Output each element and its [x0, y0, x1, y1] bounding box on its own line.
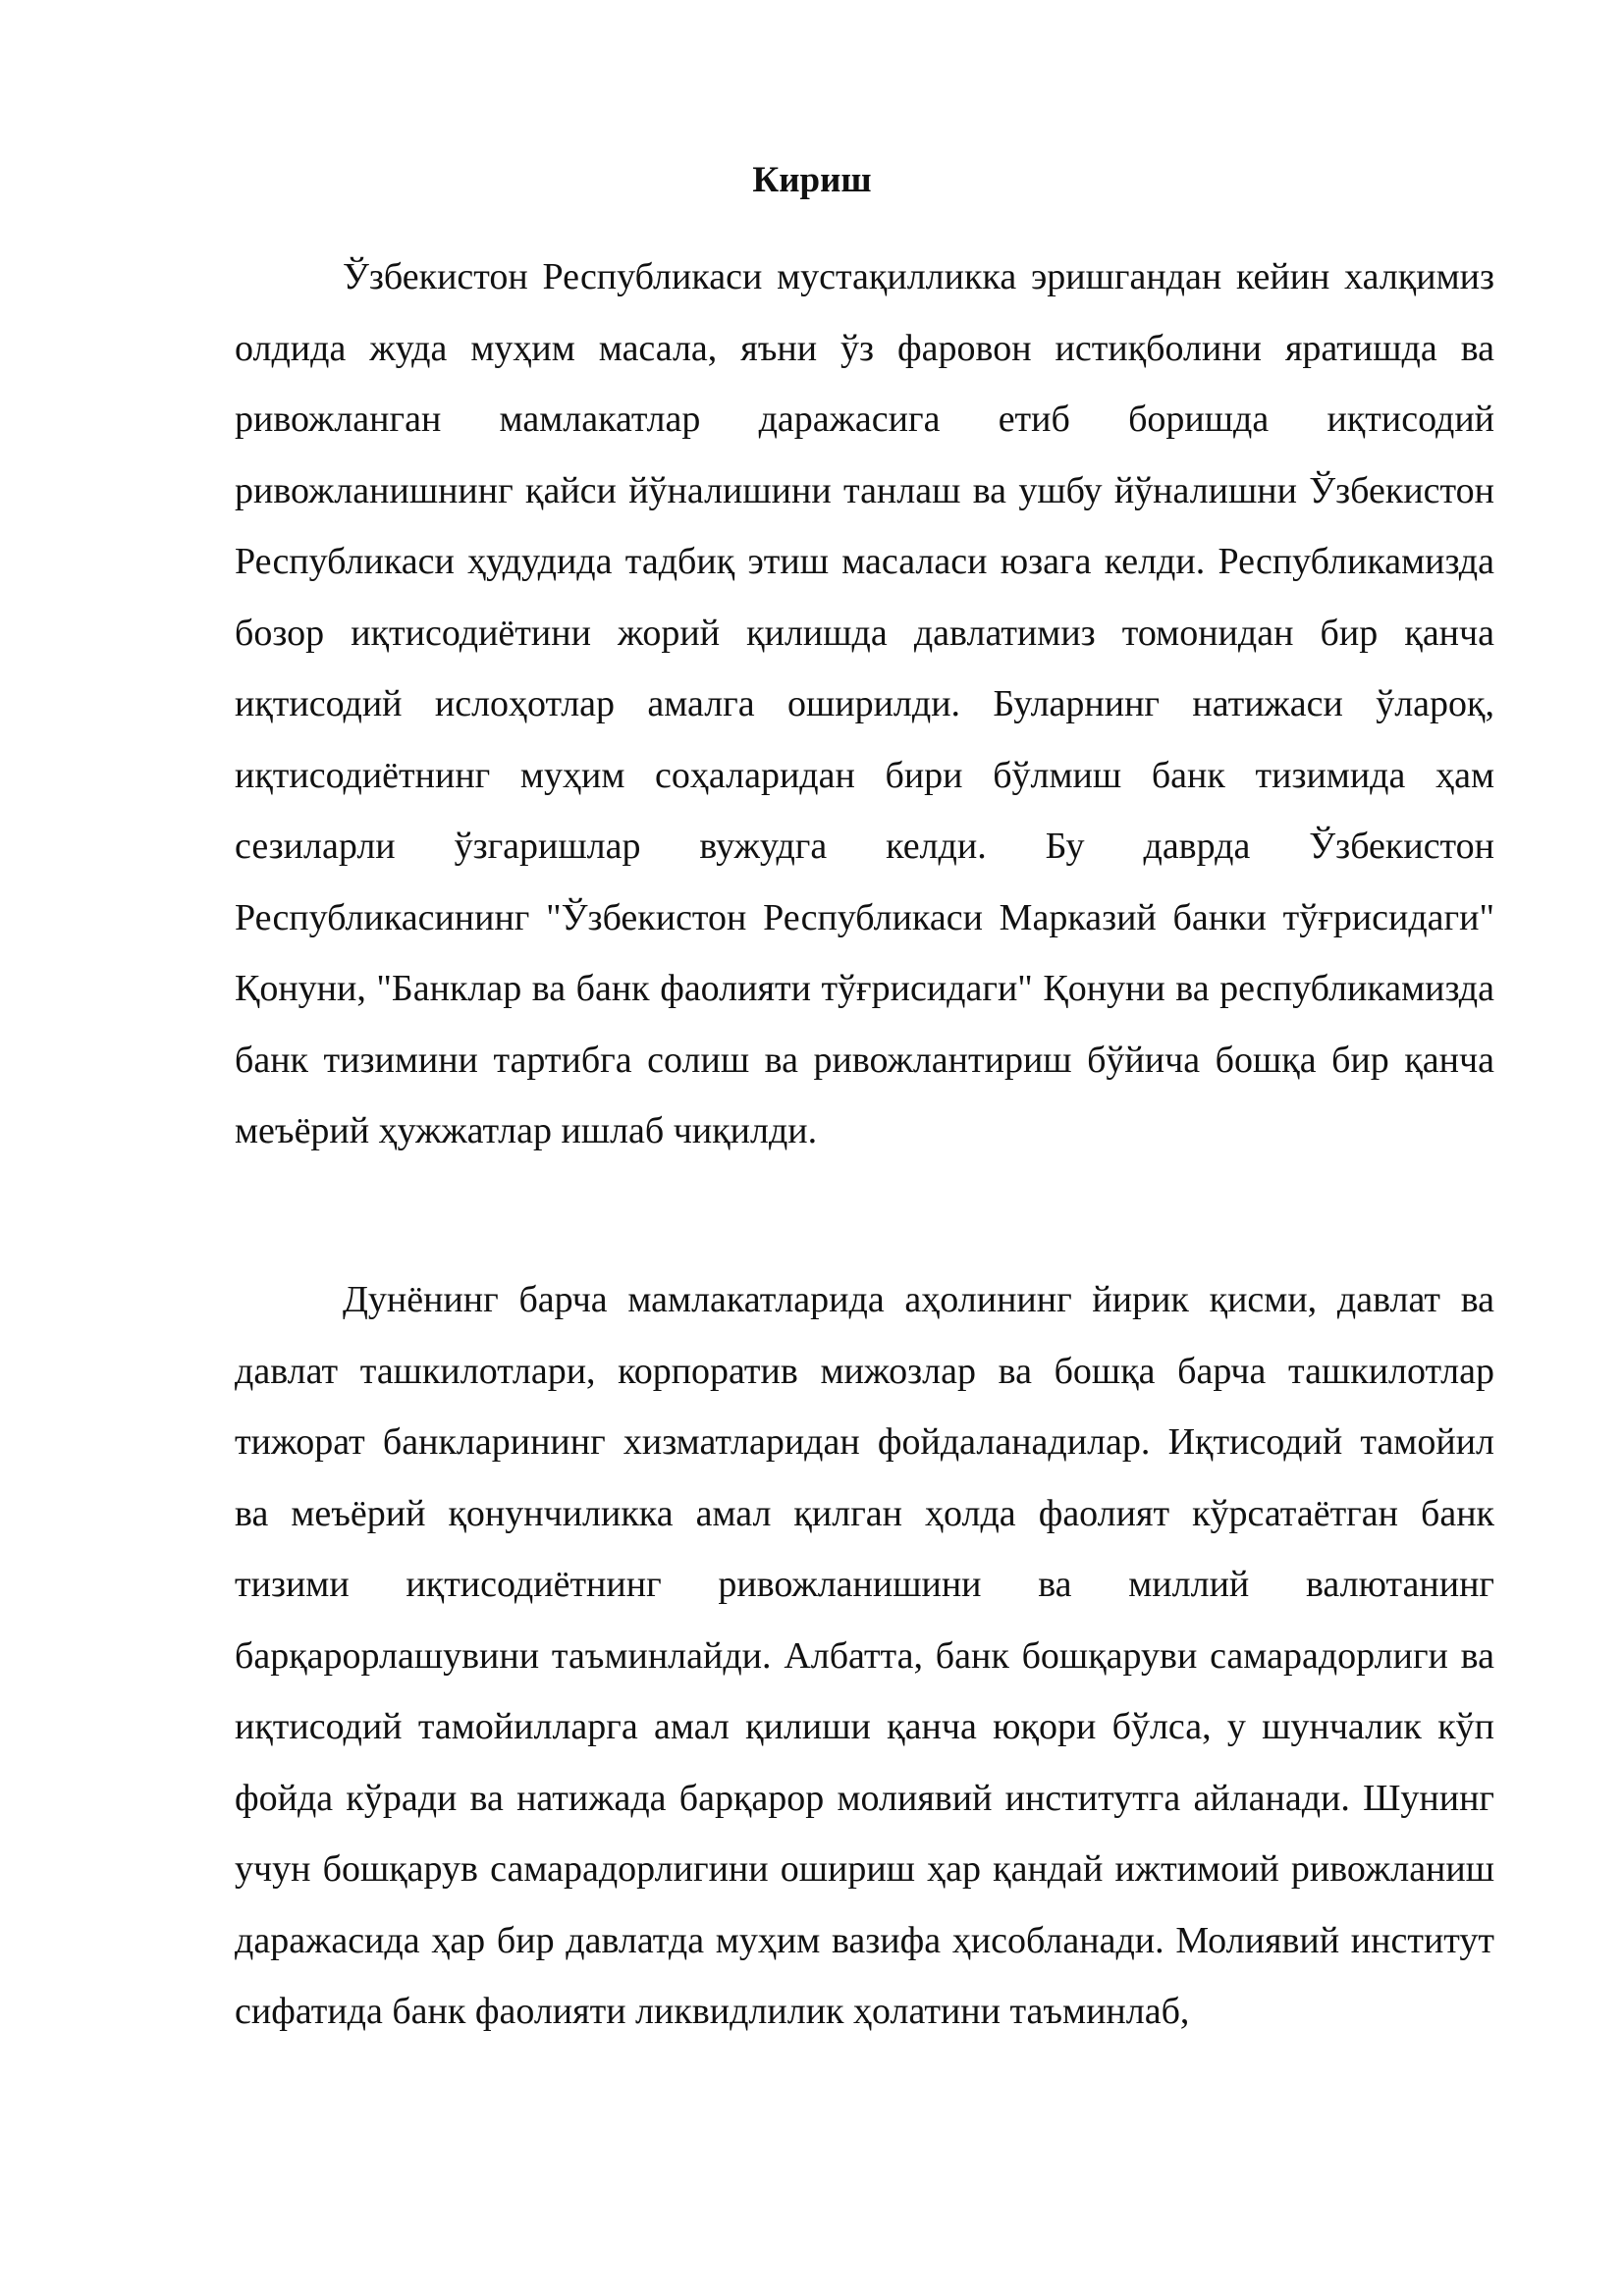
page-title: Кириш: [752, 160, 872, 200]
paragraph-1: Ўзбекистон Республикаси мустақилликка эришгандан кейин халқимиз олдида жуда муҳим масала, яъни ўз фаровон истиқболини яратишда ва ривожланган мамлакатлар даражасига етиб боришда иқтисодий ривожланишнинг қайси йўналишини танлаш ва ушбу йўналишни Ўзбекистон Республикаси ҳудудида тадбиқ этиш масаласи юзага келди. Республикамизда бозор иқтисодиётини жорий қилишда давлатимиз томонидан бир қанча иқтисодий ислоҳотлар амалга оширилди. Буларнинг натижаси ўларoқ, иқтисодиётнинг муҳим соҳаларидан бири бўлмиш банк тизимида ҳам сезиларли ўзгаришлар вужудга келди. Бу даврда Ўзбекистон Республикасининг "Ўзбекистон Республикаси Марказий банки тўғрисидаги" Қонуни, "Банклар ва банк фаолияти тўғрисидаги" Қонуни ва республикамизда банк тизимини тартибга солиш ва ривожлантириш бўйича бошқа бир қанча меъёрий ҳужжатлар ишлаб чиқилди.: [235, 256, 1494, 1151]
paragraph-2: Дунёнинг барча мамлакатларида аҳолининг йирик қисми, давлат ва давлат ташкилотлари, корпоратив мижозлар ва бошқа барча ташкилотлар тижорат банкларининг хизматларидан фойдаланадилар. Иқтисодий тамойил ва меъёрий қонунчиликка амал қилган ҳолда фаолият кўрсатаётган банк тизими иқтисодиётнинг ривожланишини ва миллий валютанинг барқарорлашувини таъминлайди. Албатта, банк бошқаруви самарадорлиги ва иқтисодий тамойилларга амал қилиши қанча юқори бўлса, у шунчалик кўп фойда кўради ва натижада барқарор молиявий институтга айланади. Шунинг учун бошқарув самарадорлигини ошириш ҳар қандай ижтимоий ривожланиш даражасида ҳар бир давлатда муҳим вазифа ҳисобланади. Молиявий институт сифатида банк фаолияти ликвидлилик ҳолатини таъминлаб,: [235, 1279, 1494, 2032]
